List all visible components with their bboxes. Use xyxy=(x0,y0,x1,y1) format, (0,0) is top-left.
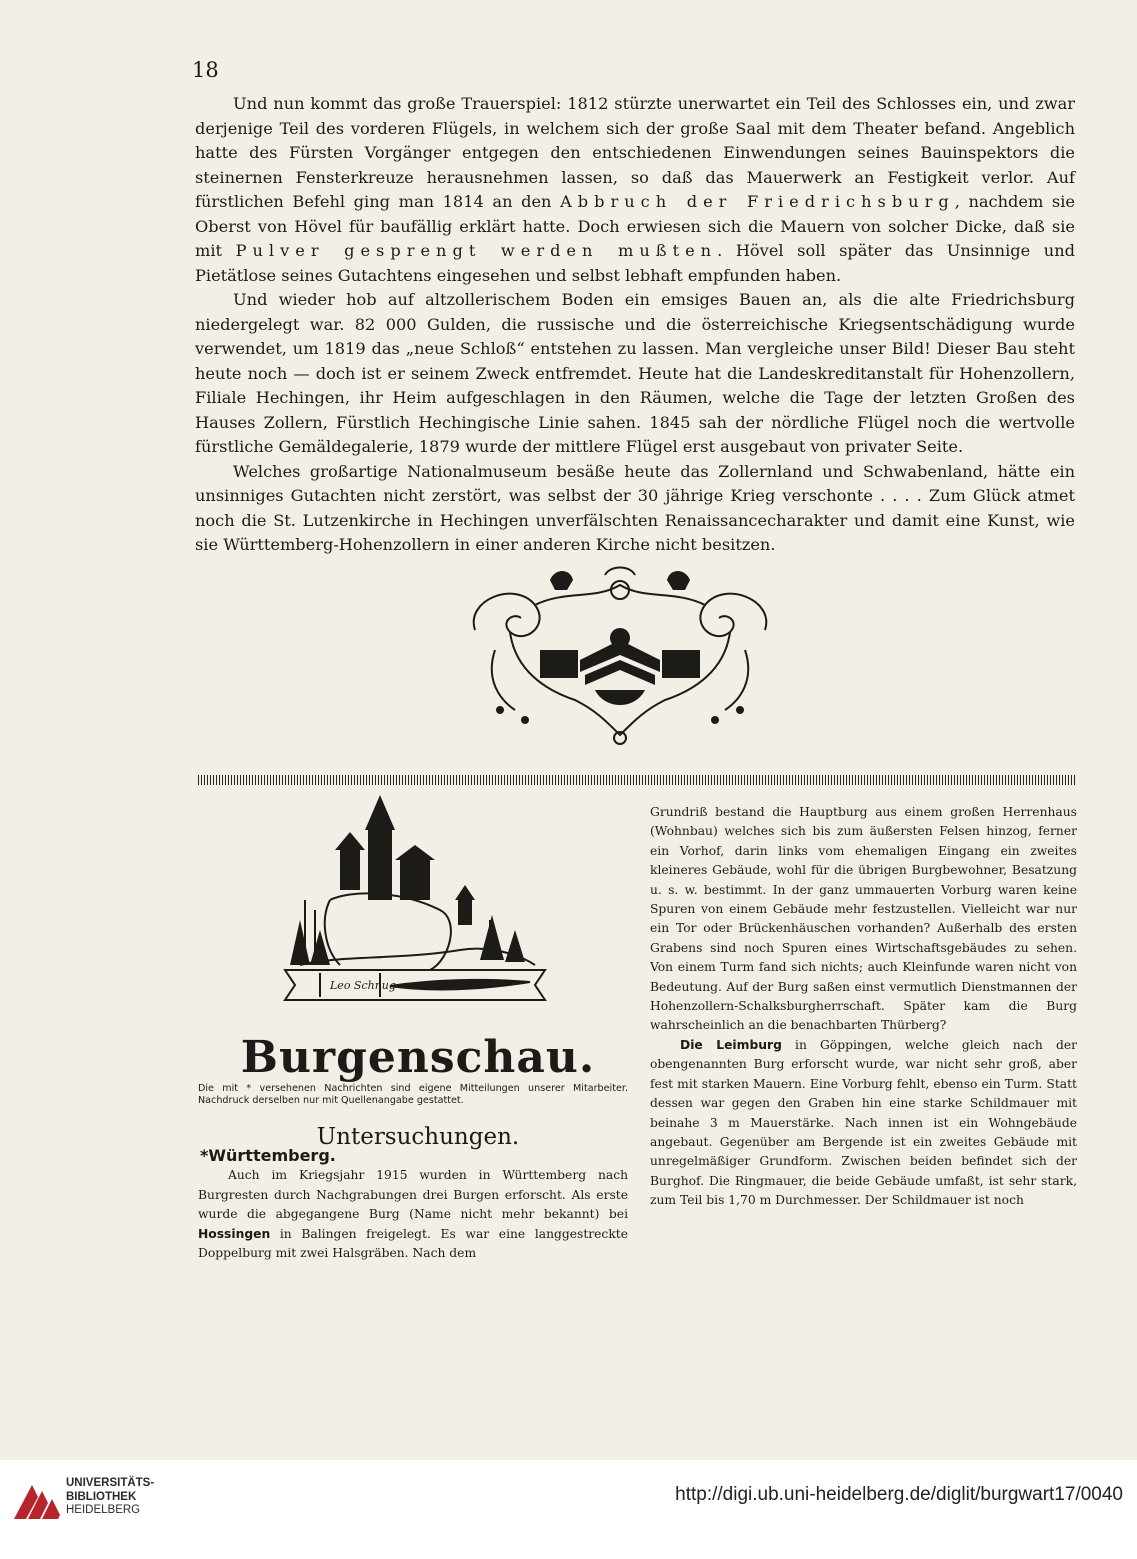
left-column xyxy=(198,1166,628,1264)
right-paragraph-2: Die Leimburg in Göppingen, welche gleich nach der obengenannten Burg erforscht wurde, war nicht sehr groß, aber fest mit starken Mauern. Eine Vorburg fehlt, ebenso ein Turm. Statt dessen war gegen den Graben hin eine starke Schildmauer mit beinahe 3 m Mauerstärke. Nach innen ist ein Wohngebäude angebaut. Gegenüber am Bergende ist ein zweites Gebäude mit unregelmäßiger Grundform. Zwischen beiden befindet sich der Burghof. Die Ringmauer, die beide Gebäude umfaßt, ist sehr stark, zum Teil bis 1,70 m Durchmesser. Der Schildmauer ist noch xyxy=(650,1037,1077,1208)
university-library-logo-icon xyxy=(12,1475,62,1521)
right-paragraph-1: Grundriß bestand die Hauptburg aus einem großen Herrenhaus (Wohnbau) welches sich bis zum äußersten Felsen hinzog, ferner ein Vorhof, darin links vom ehemaligen Eingang ein zweites kleineres Gebäude, wohl für die übrigen Burgbewohner, Besatzung u. s. w. bestimmt. In der ganz ummauerten Vorburg waren keine Spuren von einem Gebäude mehr festzustellen. Vielleicht war nur ein Tor oder Brückenhäuschen vorhanden? Außerhalb des ersten Grabens sind noch Spuren eines Wirtschaftsgebäudes zu sehen. Von einem Turm fand sich nichts; auch Kleinfunde waren nicht von Bedeutung. Auf der Burg saßen einst vermutlich Dienstmannen der Hohenzollern-Schalksburgherrschaft. Später kam die Burg wahrscheinlich an die benachbarten Thürberg? xyxy=(650,805,1077,1033)
top-paragraph-2: Und wieder hob auf altzollerischem Boden ein emsiges Bauen an, als die alte Friedrichsburg niedergelegt war. 82 000 Gulden, die russische und die österreichische Kriegsentschädigung wurde verwendet, um 1819 das „neue Schloß“ entstehen zu lassen. Man vergleiche unser Bild! Dieser Bau steht heute noch — doch ist er seinem Zweck entfremdet. Heute hat die Landeskreditanstalt für Hohenzollern, Filiale Hechingen, ihr Heim aufgeschlagen in den Räumen, welche die Tage der letzten Großen des Hauses Zollern, Fürstlich Hechingische Linie sahen. 1845 sah der nördliche Flügel noch die wertvolle fürstliche Gemäldegalerie, 1879 wurde der mittlere Flügel erst ausgebaut von privater Seite. xyxy=(195,290,1075,456)
top-paragraph-3: Welches großartige Nationalmuseum besäße heute das Zollernland und Schwabenland, hätte ein unsinniges Gutachten nicht zerstört, was selbst der 30 jährige Krieg verschonte . . . . Zum Glück atmet noch die St. Lutzenkirche in Hechingen unverfälschten Renaissancecharakter und damit eine Kunst, wie sie Württemberg-Hohenzollern in einer anderen Kirche nicht besitzen. xyxy=(195,461,1075,554)
top-paragraph-1: Und nun kommt das große Trauerspiel: 1812 stürzte unerwartet ein Teil des Schlosses ein, und zwar derjenige Teil des vorderen Flügels, in welchem sich der große Saal mit dem Theater befand. Angeblich hatte des Fürsten Vorgänger entgegen den entschiedenen Einwendungen seines Bauinspektors die steinernen Fensterkreuze herausnehmen lassen, so daß das Mauerwerk an Festigkeit verlor. Auf fürstlichen Befehl ging man 1814 an den Abbruch der Friedrichsburg, nachdem sie Oberst von Hövel für baufällig erklärt hatte. Doch erwiesen sich die Mauern von solcher Dicke, daß sie mit Pulver gesprengt werden mußten. Hövel soll später das Unsinnige und Pietätlose seines Gutachtens eingesehen und selbst lebhaft empfunden haben. xyxy=(195,94,1075,285)
region-heading: *Württemberg. xyxy=(200,1146,336,1165)
baroque-book-ornament-icon xyxy=(455,560,785,750)
banner-signature: Leo Schnug xyxy=(330,979,396,992)
section-divider xyxy=(198,775,1076,785)
top-article xyxy=(195,92,1075,558)
section-title: Burgenschau. xyxy=(240,1032,596,1083)
library-name: UNIVERSITÄTS- BIBLIOTHEK HEIDELBERG xyxy=(66,1477,155,1516)
page-number: 18 xyxy=(192,58,219,82)
editorial-notice: Die mit * versehenen Nachrichten sind eigene Mitteilungen unserer Mitarbeiter. Nachdruck derselben nur mit Quellenangabe gestattet. xyxy=(198,1083,628,1106)
section-subheading: Untersuchungen. xyxy=(316,1124,520,1150)
footer-bar xyxy=(0,1460,1137,1559)
right-column xyxy=(650,803,1077,1211)
left-paragraph: Auch im Kriegsjahr 1915 wurden in Württemberg nach Burgresten durch Nachgrabungen drei Burgen erforscht. Als erste wurde die abgegangene Burg (Name nicht mehr bekannt) bei Hossingen in Balingen freigelegt. Es war eine langgestreckte Doppelburg mit zwei Halsgräben. Nach dem xyxy=(198,1168,628,1261)
source-url-link[interactable]: http://digi.ub.uni-heidelberg.de/diglit/burgwart17/0040 xyxy=(675,1484,1123,1505)
castle-on-rock-illustration xyxy=(280,790,550,1030)
